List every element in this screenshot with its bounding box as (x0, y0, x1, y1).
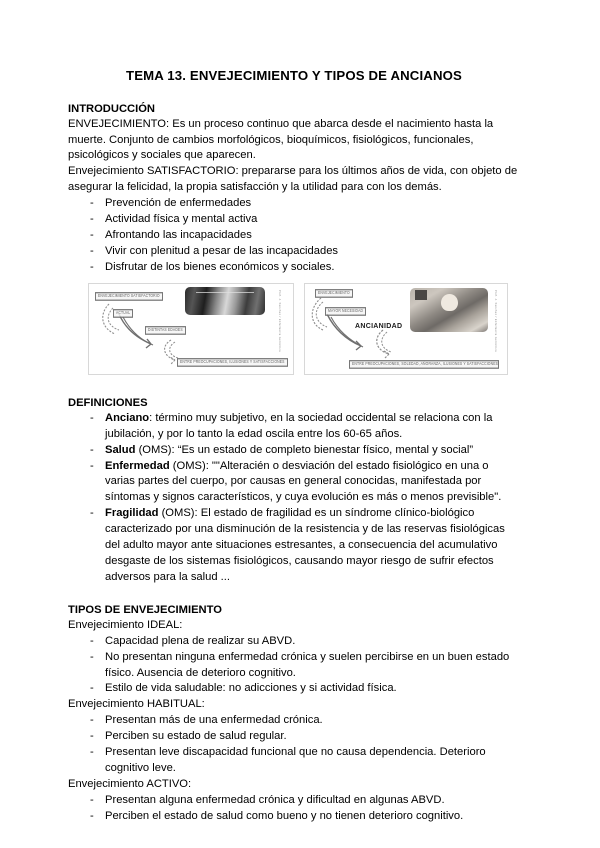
dash-bullet-icon: - (90, 793, 94, 806)
list-item (68, 506, 520, 586)
list-item-label: Capacidad plena de realizar su ABVD. (105, 634, 296, 647)
diagram-envejecimiento-satisfactorio (88, 283, 294, 375)
dash-bullet-icon: - (90, 682, 94, 695)
tipos-group-label-habitual: Envejecimiento HABITUAL: (68, 698, 205, 711)
diagram-side-text: Prof. J. Sanchez / Enfermería Geriátrica (278, 289, 281, 352)
list-item (68, 793, 520, 809)
list-item (68, 228, 520, 244)
list-item (68, 729, 520, 745)
dash-bullet-icon: - (90, 746, 94, 759)
document-content (68, 0, 520, 825)
diagram-inner (305, 284, 507, 374)
diagram-main-label: ANCIANIDAD (355, 322, 403, 330)
diagram-label: ENVEJECIMIENTO SATISFACTORIO (95, 292, 163, 301)
dash-bullet-icon: - (90, 459, 94, 472)
dash-bullet-icon: - (90, 213, 94, 226)
diagram-photo (185, 287, 265, 315)
list-item (68, 713, 520, 729)
list-item (68, 681, 520, 697)
section-heading-introduccion: INTRODUCCIÓN (68, 102, 156, 115)
list-item-label: Afrontando las incapacidades (105, 228, 252, 241)
dash-bullet-icon: - (90, 197, 94, 210)
list-item-label: Presentan más de una enfermedad crónica. (105, 714, 323, 727)
dash-bullet-icon: - (90, 507, 94, 520)
tipos-group-label-activo: Envejecimiento ACTIVO: (68, 777, 192, 790)
dash-bullet-icon: - (90, 260, 94, 273)
list-item (68, 809, 520, 825)
definiciones-list (68, 411, 520, 586)
list-item-label: Vivir con plenitud a pesar de las incapacidades (105, 244, 339, 257)
dash-bullet-icon: - (90, 730, 94, 743)
list-item-label: No presentan ninguna enfermedad crónica y suelen percibirse en un buen estado físico. Ausencia de deterioro cognitivo. (105, 650, 510, 679)
list-item (68, 196, 520, 212)
definition-term: Fragilidad (105, 507, 159, 520)
definition-text: : término muy subjetivo, en la sociedad occidental se relaciona con la jubilación, y por lo tanto la edad oscila entre los 60-65 años. (105, 411, 493, 440)
figure-row (68, 283, 520, 379)
dash-bullet-icon: - (90, 443, 94, 456)
dash-bullet-icon: - (90, 634, 94, 647)
diagram-label: ENTRE PREOCUPACIONES, ILUSIONES Y SATISFACCIONES (177, 358, 288, 367)
section-heading-tipos: TIPOS DE ENVEJECIMIENTO (68, 603, 222, 616)
list-item (68, 244, 520, 260)
list-item (68, 745, 520, 777)
introduccion-paragraph-1: ENVEJECIMIENTO: Es un proceso continuo que abarca desde el nacimiento hasta la muerte. Conjunto de cambios morfológicos, bioquímicos, fisiológicos, funcionales, psicológicos y sociales que aparecen. (68, 117, 494, 162)
definition-term: Anciano (105, 411, 150, 424)
list-item (68, 634, 520, 650)
list-item (68, 650, 520, 682)
dash-bullet-icon: - (90, 244, 94, 257)
dash-bullet-icon: - (90, 809, 94, 822)
definition-text: (OMS): ""Alteracién o desviación del estado fisiológico en una o varias partes del cuerpo, por causas en general conocidas, manifestada por síntomas y signos característicos, y cuya evolución es más o menos previsible". (105, 459, 502, 504)
introduccion-paragraph-2: Envejecimiento SATISFACTORIO: prepararse para los últimos años de vida, con objeto de asegurar la felicidad, la propia satisfacción y la utilidad para con los demás. (68, 165, 518, 194)
list-item-label: Actividad física y mental activa (105, 213, 258, 226)
list-item (68, 459, 520, 507)
list-item-label: Perciben el estado de salud como bueno y no tienen deterioro cognitivo. (105, 809, 464, 822)
list-item (68, 260, 520, 276)
introduccion-bullet-list (68, 196, 520, 276)
dash-bullet-icon: - (90, 228, 94, 241)
tipos-activo-list (68, 793, 520, 825)
definition-text: (OMS): “Es un estado de completo bienestar físico, mental y social” (135, 443, 474, 456)
definition-term: Enfermedad (105, 459, 170, 472)
list-item-label: Disfrutar de los bienes económicos y sociales. (105, 260, 335, 273)
page-title: TEMA 13. ENVEJECIMIENTO Y TIPOS DE ANCIANOS (126, 68, 462, 83)
list-item-label: Presentan alguna enfermedad crónica y dificultad en algunas ABVD. (105, 793, 445, 806)
list-item (68, 443, 520, 459)
list-item-label: Estilo de vida saludable: no adicciones y si actividad física. (105, 682, 397, 695)
diagram-side-text: Prof. J. Sanchez / Enfermería Geriátrica (494, 289, 497, 352)
diagram-label: ACTUAL (113, 309, 133, 318)
dash-bullet-icon: - (90, 714, 94, 727)
definition-text: (OMS): El estado de fragilidad es un síndrome clínico-biológico caracterizado por una disminución de la resistencia y de las reservas fisiológicas del adulto mayor ante situaciones estresantes, a consecuencia del acumulativo desgaste de los sistemas fisiológicos, causando mayor riesgo de sufrir efectos adversos para la salud ... (105, 507, 505, 583)
list-item-label: Prevención de enfermedades (105, 197, 252, 210)
list-item-label: Presentan leve discapacidad funcional que no causa dependencia. Deterioro cognitivo leve. (105, 746, 486, 775)
diagram-label: MAYOR NECESIDAD (325, 307, 366, 316)
diagram-ancianidad (304, 283, 508, 375)
dash-bullet-icon: - (90, 650, 94, 663)
diagram-label: ENTRE PREOCUPACIONES, SOLEDAD, AÑORANZA, ILUSIONES Y SATISFACCIONES (349, 360, 499, 369)
diagram-photo (410, 288, 488, 332)
section-heading-definiciones: DEFINICIONES (68, 396, 148, 409)
tipos-ideal-list (68, 634, 520, 698)
definition-term: Salud (105, 443, 136, 456)
tipos-habitual-list (68, 713, 520, 777)
list-item-label: Perciben su estado de salud regular. (105, 730, 287, 743)
list-item (68, 212, 520, 228)
dash-bullet-icon: - (90, 411, 94, 424)
diagram-label: DISTINTAS EDADES (145, 326, 186, 335)
list-item (68, 411, 520, 443)
diagram-inner (89, 284, 293, 374)
tipos-group-label-ideal: Envejecimiento IDEAL: (68, 618, 183, 631)
diagram-label: ENVEJECIMIENTO (315, 289, 353, 298)
